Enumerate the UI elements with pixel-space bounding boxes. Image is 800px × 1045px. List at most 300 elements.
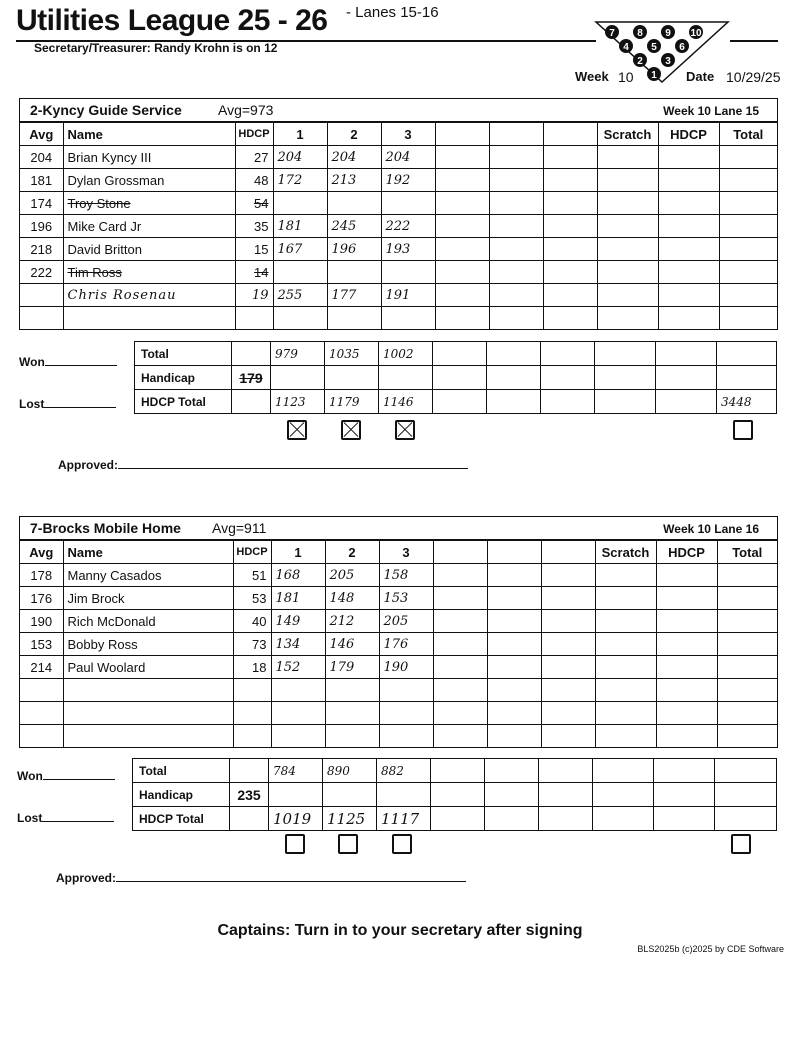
empty-cell xyxy=(717,610,777,633)
game-2-checkbox[interactable] xyxy=(338,834,358,854)
empty-cell xyxy=(543,146,597,169)
game-1-score xyxy=(271,725,325,748)
empty-cell xyxy=(433,610,487,633)
empty-cell xyxy=(597,238,658,261)
empty-cell xyxy=(433,656,487,679)
empty-cell xyxy=(717,564,777,587)
empty-cell xyxy=(719,169,777,192)
player-handicap: 15 xyxy=(235,238,273,261)
empty-cell xyxy=(656,679,717,702)
empty-cell xyxy=(435,215,489,238)
empty-cell xyxy=(595,679,656,702)
empty-cell xyxy=(435,261,489,284)
game-1-score xyxy=(273,261,327,284)
hdcp-game-total: 1019 xyxy=(269,807,323,831)
player-row xyxy=(20,238,777,261)
player-name xyxy=(63,725,233,748)
player-row xyxy=(20,169,777,192)
empty-cell xyxy=(433,587,487,610)
empty-cell xyxy=(597,146,658,169)
team-average: Avg=911 xyxy=(212,520,267,536)
pin-number: 3 xyxy=(665,56,671,67)
pin-number: 5 xyxy=(651,42,657,53)
team-scoresheet-2 xyxy=(19,516,778,748)
game-1-score xyxy=(271,679,325,702)
col-hdcp: HDCP xyxy=(235,123,273,146)
player-row xyxy=(20,633,777,656)
player-average: 196 xyxy=(20,215,63,238)
empty-cell xyxy=(541,725,595,748)
empty-cell xyxy=(541,656,595,679)
empty-cell xyxy=(433,702,487,725)
series-checkbox[interactable] xyxy=(731,834,751,854)
col-name: Name xyxy=(63,541,233,564)
empty-cell xyxy=(658,146,719,169)
empty-cell xyxy=(435,307,489,330)
player-handicap xyxy=(233,725,271,748)
empty-cell xyxy=(719,192,777,215)
won-field[interactable] xyxy=(19,355,117,369)
game-3-score xyxy=(381,307,435,330)
handicap-label: Handicap xyxy=(135,366,232,390)
game-3-score xyxy=(379,725,433,748)
game-3-score xyxy=(379,702,433,725)
game-3-score xyxy=(381,192,435,215)
empty-cell xyxy=(717,633,777,656)
game-2-checkbox[interactable] xyxy=(341,420,361,440)
game-3-score xyxy=(381,261,435,284)
player-handicap: 19 xyxy=(235,284,273,307)
game-total: 1035 xyxy=(325,342,379,366)
hdcp-total-label: HDCP Total xyxy=(135,390,232,414)
team-handicap: 179 xyxy=(232,366,271,390)
player-average: 214 xyxy=(20,656,63,679)
game-3-score: 222 xyxy=(381,215,435,238)
week-lane-info: Week 10 Lane 16 xyxy=(663,522,759,536)
player-average: 178 xyxy=(20,564,63,587)
player-name: Rich McDonald xyxy=(63,610,233,633)
empty-cell xyxy=(719,284,777,307)
hdcp-game-total: 1146 xyxy=(379,390,433,414)
empty-cell xyxy=(435,238,489,261)
week-lane-info: Week 10 Lane 15 xyxy=(663,104,759,118)
empty-cell xyxy=(717,656,777,679)
empty-cell xyxy=(435,169,489,192)
game-total: 882 xyxy=(377,759,431,783)
empty-cell xyxy=(435,192,489,215)
game-3-score: 191 xyxy=(381,284,435,307)
empty-cell xyxy=(543,261,597,284)
player-row xyxy=(20,656,777,679)
pin-number: 6 xyxy=(679,42,685,53)
game-total: 890 xyxy=(323,759,377,783)
player-row xyxy=(20,702,777,725)
empty-cell xyxy=(658,307,719,330)
player-handicap: 48 xyxy=(235,169,273,192)
game-1-score: 149 xyxy=(271,610,325,633)
empty-cell xyxy=(658,284,719,307)
player-average xyxy=(20,284,63,307)
col-blank xyxy=(489,123,543,146)
team-name: 2-Kyncy Guide Service xyxy=(30,102,182,118)
team-handicap: 235 xyxy=(230,783,269,807)
won-label: Won xyxy=(17,769,43,783)
player-average: 176 xyxy=(20,587,63,610)
lost-label: Lost xyxy=(19,397,45,411)
week-label: Week xyxy=(575,69,609,84)
game-2-score: 177 xyxy=(327,284,381,307)
col-hdcp-total: HDCP xyxy=(656,541,717,564)
empty-cell xyxy=(595,656,656,679)
player-name: Tim Ross xyxy=(63,261,235,284)
player-row xyxy=(20,146,777,169)
game-2-score xyxy=(327,192,381,215)
player-handicap xyxy=(233,679,271,702)
player-name xyxy=(63,307,235,330)
player-name: Troy Stone xyxy=(63,192,235,215)
hdcp-game-total: 1125 xyxy=(323,807,377,831)
player-handicap: 14 xyxy=(235,261,273,284)
empty-cell xyxy=(658,215,719,238)
game-1-score: 168 xyxy=(271,564,325,587)
player-row xyxy=(20,215,777,238)
empty-cell xyxy=(719,146,777,169)
title-underline-right xyxy=(730,40,778,42)
empty-cell xyxy=(597,284,658,307)
empty-cell xyxy=(717,679,777,702)
game-1-score: 204 xyxy=(273,146,327,169)
game-3-score: 158 xyxy=(379,564,433,587)
game-2-score: 213 xyxy=(327,169,381,192)
empty-cell xyxy=(489,215,543,238)
empty-cell xyxy=(489,169,543,192)
game-3-score: 192 xyxy=(381,169,435,192)
player-row xyxy=(20,307,777,330)
player-handicap: 40 xyxy=(233,610,271,633)
empty-cell xyxy=(433,725,487,748)
empty-cell xyxy=(543,192,597,215)
empty-cell xyxy=(658,192,719,215)
game-1-score: 134 xyxy=(271,633,325,656)
player-average: 190 xyxy=(20,610,63,633)
empty-cell xyxy=(541,564,595,587)
game-1-score: 181 xyxy=(271,587,325,610)
empty-cell xyxy=(487,702,541,725)
empty-cell xyxy=(489,261,543,284)
empty-cell xyxy=(595,633,656,656)
player-average: 222 xyxy=(20,261,63,284)
empty-cell xyxy=(595,587,656,610)
game-total: 784 xyxy=(269,759,323,783)
empty-cell xyxy=(719,215,777,238)
game-2-score xyxy=(327,261,381,284)
empty-cell xyxy=(658,261,719,284)
team-totals-2 xyxy=(132,758,777,831)
player-name xyxy=(63,702,233,725)
col-blank xyxy=(541,541,595,564)
col-game-1: 1 xyxy=(271,541,325,564)
game-3-score: 204 xyxy=(381,146,435,169)
hdcp-game-total: 1117 xyxy=(377,807,431,831)
player-row xyxy=(20,587,777,610)
empty-cell xyxy=(656,656,717,679)
col-game-3: 3 xyxy=(379,541,433,564)
won-label: Won xyxy=(19,355,45,369)
empty-cell xyxy=(541,702,595,725)
pin-number: 9 xyxy=(665,28,671,39)
player-row xyxy=(20,564,777,587)
empty-cell xyxy=(487,633,541,656)
game-2-score: 245 xyxy=(327,215,381,238)
col-game-2: 2 xyxy=(325,541,379,564)
player-average xyxy=(20,725,63,748)
player-average: 218 xyxy=(20,238,63,261)
empty-cell xyxy=(541,587,595,610)
empty-cell xyxy=(719,307,777,330)
game-2-score: 179 xyxy=(325,656,379,679)
empty-cell xyxy=(487,725,541,748)
game-3-score: 176 xyxy=(379,633,433,656)
col-avg: Avg xyxy=(20,123,63,146)
pin-number: 1 xyxy=(651,70,657,81)
game-1-checkbox[interactable] xyxy=(285,834,305,854)
player-average xyxy=(20,679,63,702)
game-2-score: 196 xyxy=(327,238,381,261)
lost-field[interactable] xyxy=(17,811,114,825)
league-title: Utilities League 25 - 26 xyxy=(16,4,328,37)
team-name: 7-Brocks Mobile Home xyxy=(30,520,181,536)
player-name: Bobby Ross xyxy=(63,633,233,656)
empty-cell xyxy=(595,610,656,633)
player-name: Chris Rosenau xyxy=(63,284,235,307)
player-name: Mike Card Jr xyxy=(63,215,235,238)
game-1-score: 152 xyxy=(271,656,325,679)
empty-cell xyxy=(435,146,489,169)
player-name: Brian Kyncy III xyxy=(63,146,235,169)
player-name: Paul Woolard xyxy=(63,656,233,679)
game-2-score xyxy=(327,307,381,330)
empty-cell xyxy=(717,702,777,725)
col-name: Name xyxy=(63,123,235,146)
empty-cell xyxy=(489,192,543,215)
secretary-note: Secretary/Treasurer: Randy Krohn is on 12 xyxy=(34,41,278,55)
empty-cell xyxy=(543,307,597,330)
week-value: 10 xyxy=(618,69,634,85)
date-label: Date xyxy=(686,69,715,84)
game-2-score: 204 xyxy=(327,146,381,169)
col-blank xyxy=(435,123,489,146)
approved-signature-line[interactable] xyxy=(58,458,468,472)
player-table xyxy=(20,122,777,329)
game-3-score: 153 xyxy=(379,587,433,610)
player-row xyxy=(20,725,777,748)
game-2-score xyxy=(325,679,379,702)
team-scoresheet-1 xyxy=(19,98,778,330)
player-handicap: 18 xyxy=(233,656,271,679)
game-total: 979 xyxy=(271,342,325,366)
empty-cell xyxy=(656,725,717,748)
empty-cell xyxy=(656,633,717,656)
col-total: Total xyxy=(719,123,777,146)
empty-cell xyxy=(487,656,541,679)
empty-cell xyxy=(597,192,658,215)
empty-cell xyxy=(543,284,597,307)
empty-cell xyxy=(595,725,656,748)
player-name: David Britton xyxy=(63,238,235,261)
game-2-score: 146 xyxy=(325,633,379,656)
player-average: 204 xyxy=(20,146,63,169)
won-field[interactable] xyxy=(17,769,115,783)
empty-cell xyxy=(435,284,489,307)
approved-label: Approved: xyxy=(56,871,116,885)
empty-cell xyxy=(595,702,656,725)
game-2-score xyxy=(325,702,379,725)
game-1-checkbox[interactable] xyxy=(287,420,307,440)
player-average: 181 xyxy=(20,169,63,192)
hdcp-game-total: 1123 xyxy=(271,390,325,414)
player-average: 153 xyxy=(20,633,63,656)
col-scratch: Scratch xyxy=(597,123,658,146)
game-3-checkbox[interactable] xyxy=(392,834,412,854)
handicap-label: Handicap xyxy=(133,783,230,807)
player-handicap: 51 xyxy=(233,564,271,587)
series-checkbox[interactable] xyxy=(733,420,753,440)
player-name xyxy=(63,679,233,702)
game-2-score: 212 xyxy=(325,610,379,633)
col-hdcp: HDCP xyxy=(233,541,271,564)
empty-cell xyxy=(543,215,597,238)
lost-label: Lost xyxy=(17,811,43,825)
pin-number: 2 xyxy=(637,56,643,67)
player-name: Manny Casados xyxy=(63,564,233,587)
empty-cell xyxy=(541,610,595,633)
game-3-score: 193 xyxy=(381,238,435,261)
empty-cell xyxy=(595,564,656,587)
player-row xyxy=(20,192,777,215)
empty-cell xyxy=(597,307,658,330)
hdcp-series-total xyxy=(715,807,777,831)
team-average: Avg=973 xyxy=(218,102,274,118)
empty-cell xyxy=(433,564,487,587)
empty-cell xyxy=(656,564,717,587)
empty-cell xyxy=(541,633,595,656)
captains-instruction: Captains: Turn in to your secretary after signing xyxy=(217,922,583,939)
player-name: Dylan Grossman xyxy=(63,169,235,192)
game-1-score xyxy=(273,307,327,330)
player-handicap xyxy=(233,702,271,725)
hdcp-total-label: HDCP Total xyxy=(133,807,230,831)
lost-field[interactable] xyxy=(19,397,116,411)
approved-signature-line[interactable] xyxy=(56,871,466,885)
empty-cell xyxy=(487,564,541,587)
player-handicap: 27 xyxy=(235,146,273,169)
player-name: Jim Brock xyxy=(63,587,233,610)
player-row xyxy=(20,284,777,307)
empty-cell xyxy=(656,610,717,633)
empty-cell xyxy=(717,725,777,748)
team-totals-1 xyxy=(134,341,777,414)
game-total: 1002 xyxy=(379,342,433,366)
game-1-score xyxy=(271,702,325,725)
game-2-score: 205 xyxy=(325,564,379,587)
col-total: Total xyxy=(717,541,777,564)
game-3-score: 190 xyxy=(379,656,433,679)
col-game-1: 1 xyxy=(273,123,327,146)
copyright-note: BLS2025b (c)2025 by CDE Software xyxy=(637,944,784,954)
pin-number: 8 xyxy=(637,28,643,39)
hdcp-game-total: 1179 xyxy=(325,390,379,414)
col-hdcp-total: HDCP xyxy=(658,123,719,146)
player-handicap: 54 xyxy=(235,192,273,215)
empty-cell xyxy=(543,238,597,261)
empty-cell xyxy=(719,261,777,284)
empty-cell xyxy=(433,679,487,702)
empty-cell xyxy=(543,169,597,192)
col-game-2: 2 xyxy=(327,123,381,146)
player-handicap xyxy=(235,307,273,330)
empty-cell xyxy=(656,702,717,725)
empty-cell xyxy=(658,169,719,192)
game-1-score: 172 xyxy=(273,169,327,192)
pin-number: 10 xyxy=(690,28,702,39)
hdcp-series-total: 3448 xyxy=(717,390,777,414)
game-1-score xyxy=(273,192,327,215)
player-handicap: 73 xyxy=(233,633,271,656)
game-3-score: 205 xyxy=(379,610,433,633)
player-average xyxy=(20,307,63,330)
empty-cell xyxy=(487,587,541,610)
col-game-3: 3 xyxy=(381,123,435,146)
game-3-checkbox[interactable] xyxy=(395,420,415,440)
col-blank xyxy=(543,123,597,146)
total-label: Total xyxy=(135,342,232,366)
lanes-label: - Lanes 15-16 xyxy=(346,4,439,21)
player-row xyxy=(20,679,777,702)
game-1-score: 167 xyxy=(273,238,327,261)
col-scratch: Scratch xyxy=(595,541,656,564)
empty-cell xyxy=(487,679,541,702)
col-blank xyxy=(487,541,541,564)
empty-cell xyxy=(597,215,658,238)
empty-cell xyxy=(489,146,543,169)
empty-cell xyxy=(489,284,543,307)
game-2-score xyxy=(325,725,379,748)
empty-cell xyxy=(541,679,595,702)
game-3-score xyxy=(379,679,433,702)
pin-number: 4 xyxy=(623,42,629,53)
player-average: 174 xyxy=(20,192,63,215)
player-table xyxy=(20,540,777,747)
game-1-score: 255 xyxy=(273,284,327,307)
empty-cell xyxy=(719,238,777,261)
empty-cell xyxy=(487,610,541,633)
empty-cell xyxy=(717,587,777,610)
empty-cell xyxy=(433,633,487,656)
empty-cell xyxy=(597,169,658,192)
player-average xyxy=(20,702,63,725)
total-label: Total xyxy=(133,759,230,783)
col-avg: Avg xyxy=(20,541,63,564)
player-row xyxy=(20,261,777,284)
empty-cell xyxy=(656,587,717,610)
game-2-score: 148 xyxy=(325,587,379,610)
game-1-score: 181 xyxy=(273,215,327,238)
empty-cell xyxy=(597,261,658,284)
col-blank xyxy=(433,541,487,564)
player-handicap: 53 xyxy=(233,587,271,610)
empty-cell xyxy=(658,238,719,261)
approved-label: Approved: xyxy=(58,458,118,472)
